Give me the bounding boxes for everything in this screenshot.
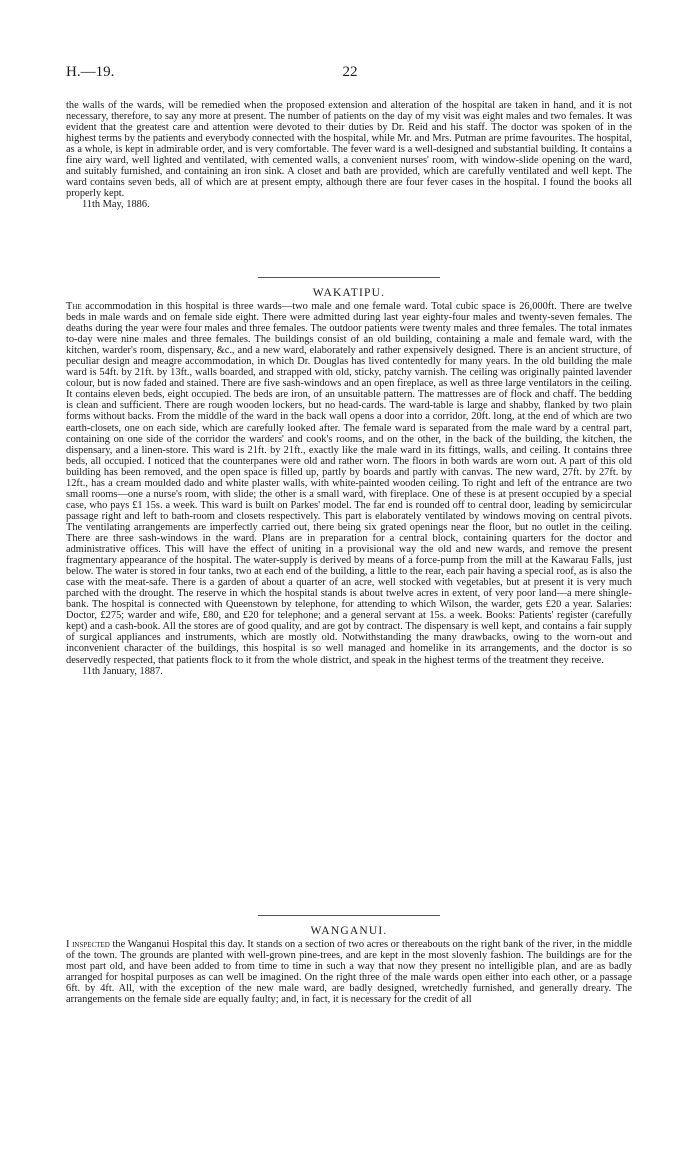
page-header xyxy=(66,64,634,84)
wanganui-paragraph xyxy=(66,939,632,1005)
section-divider xyxy=(258,915,440,916)
intro-section xyxy=(66,100,632,210)
section-divider xyxy=(258,277,440,278)
document-reference: H.—19. xyxy=(66,64,115,80)
wanganui-body: the Wanganui Hospital this day. It stands on a section of two acres or thereabouts on the right bank of the river, in the middle of the town. The grounds are planted with well-grown pine-trees, and are kept in the most slovenly fashion. The buildings are for the most part old, and have been added to from time to time in such a way that now they present no intelligible plan, and are as badly arranged for hospital purposes as can well be imagined. On the right three of the male wards open either into each other, or a passage 6ft. by 4ft. All, with the exception of the new male ward, are badly designed, wretchedly furnished, and generally dreary. The arrangements on the female side are equally faulty; and, in fact, it is necessary for the credit of all xyxy=(66,939,632,1006)
wakatipu-date: 11th January, 1887. xyxy=(82,665,163,677)
wanganui-lead: I inspected xyxy=(66,939,110,950)
intro-paragraph: the walls of the wards, will be remedied when the proposed extension and alteration of the hospital are taken in hand, and it is not necessary, therefore, to say any more at present. The number of patients on the day of my visit was eight males and two females. It was evident that the greatest care and attention were devoted to their duties by Dr. Reid and his staff. The doctor was spoken of in the highest terms by the patients and everybody connected with the hospital, while Mr. and Mrs. Putman are prime favourites. The hospital, as a whole, is kept in admirable order, and is very comfortable. The fever ward is a well-designed and substantial building. It contains a fine airy ward, well lighted and ventilated, with cemented walls, a convenient nurses' room, with window-slide opening on the ward, and suitably furnished, and containing an iron sink. A closet and bath are provided, which are carefully ventilated and well kept. The ward contains seven beds, all of which are at present empty, although there are four fever cases in the hospital. I found the books all properly kept. xyxy=(66,100,632,200)
wakatipu-body: accommodation in this hospital is three wards—two male and one female ward. Total cubic space is 26,000ft. There are twelve beds in male wards and on female side eight. There were admitted during last year eighty-four males and twenty-seven females. The deaths during the year were four males and three females. The outdoor patients were twenty males and three females. The total inmates to-day were nine males and three females. The buildings consist of an old building, containing a male and female ward, with the kitchen, warder's room, dispensary, &c., and a new ward, elaborately and rather expensively designed. There is an ancient structure, of peculiar design and meagre accommodation, in which Dr. Douglas has lived contentedly for many years. In the old building the male ward is 54ft. by 21ft. by 13ft., walls boarded, and strapped with old, sticky, patchy varnish. The ceiling was originally painted lavender colour, but is now faded and stained. There are five sash-windows and an open fireplace, as well as three large ventilators in the ceiling. It contains eleven beds, eight occupied. The beds are iron, of an unsuitable pattern. The mattresses are of flock and chaff. The bedding is clean and sufficient. There are rough wooden lockers, but no head-cards. The ward-table is large and shabby, flanked by two plain forms without backs. From the middle of the ward in the back wall opens a door into a corridor, 20ft. long, at the end of which are two earth-closets, one on each side, which are carefully looked after. The female ward is separated from the male ward by a central part, containing on one side of the corridor the warders' and cook's rooms, and on the other, in the back of the building, the kitchen, the dispensary, and a linen-store. This ward is 21ft. by 21ft., exactly like the male ward in its fittings, walls, and ceiling. It contains three beds, all occupied. I noticed that the counterpanes were old and rather worn. The floors in both wards are worn out. A part of this old building has been removed, and the open space is filled up, partly by boards and partly with canvas. The new ward, 27ft. by 27ft. by 12ft., has a cream moulded dado and white plaster walls, with white-painted wooden ceiling. To right and left of the entrance are two small rooms—one a nurse's room, with slide; the other is a small ward, with fireplace. One of these is at present occupied by a special case, who pays £1 15s. a week. This ward is built on Parkes' model. The far end is rounded off to central door, leading by semicircular passage right and left to bath-room and closets respectively. This part is elaborately ventilated by windows moving on central pivots. The ventilating arrangements are imperfectly carried out, there being six grated openings near the floor, but no outlet in the ceiling. There are three sash-windows in the ward. Plans are in preparation for a central block, containing quarters for the doctor and administrative offices. This will have the effect of uniting in a provisional way the old and new wards, and remove the present fragmentary appearance of the hospital. The water-supply is derived by means of a force-pump from the mill at the Kawarau Falls, just below. The water is stored in four tanks, two at each end of the building, a little to the rear, each pair having a special roof, as is also the case with the meat-safe. There is a garden of about a quarter of an acre, well stocked with vegetables, but at present it is very much parched with the drought. The reserve in which the hospital stands is about twelve acres in extent, of very poor land—a mere shingle-bank. The hospital is connected with Queenstown by telephone, for attending to which Wilson, the warder, gets £20 a year. Salaries: Doctor, £275; warder and wife, £80, and £20 for telephone; and a general servant at 15s. a week. Books: Patients' register (carefully kept) and a cash-book. All the stores are of good quality, and are got by contract. The dispensary is well kept, and contains a fair supply of surgical appliances and instruments, which are mostly old. Notwithstanding the many drawbacks, owing to the worn-out and inconvenient character of the buildings, this hospital is so well managed and homelike in its arrangements, and the doctor is so deservedly respected, that patients flock to it from the whole district, and speak in the highest terms of the treatment they receive. xyxy=(66,301,632,666)
intro-date: 11th May, 1886. xyxy=(82,199,150,211)
wakatipu-paragraph xyxy=(66,301,632,666)
wakatipu-lead: The xyxy=(66,301,82,312)
wakatipu-section xyxy=(66,301,632,677)
wanganui-section xyxy=(66,939,632,1005)
wanganui-heading: WANGANUI. xyxy=(310,925,388,937)
wakatipu-heading: WAKATIPU. xyxy=(312,287,386,299)
page-number: 22 xyxy=(342,64,358,80)
